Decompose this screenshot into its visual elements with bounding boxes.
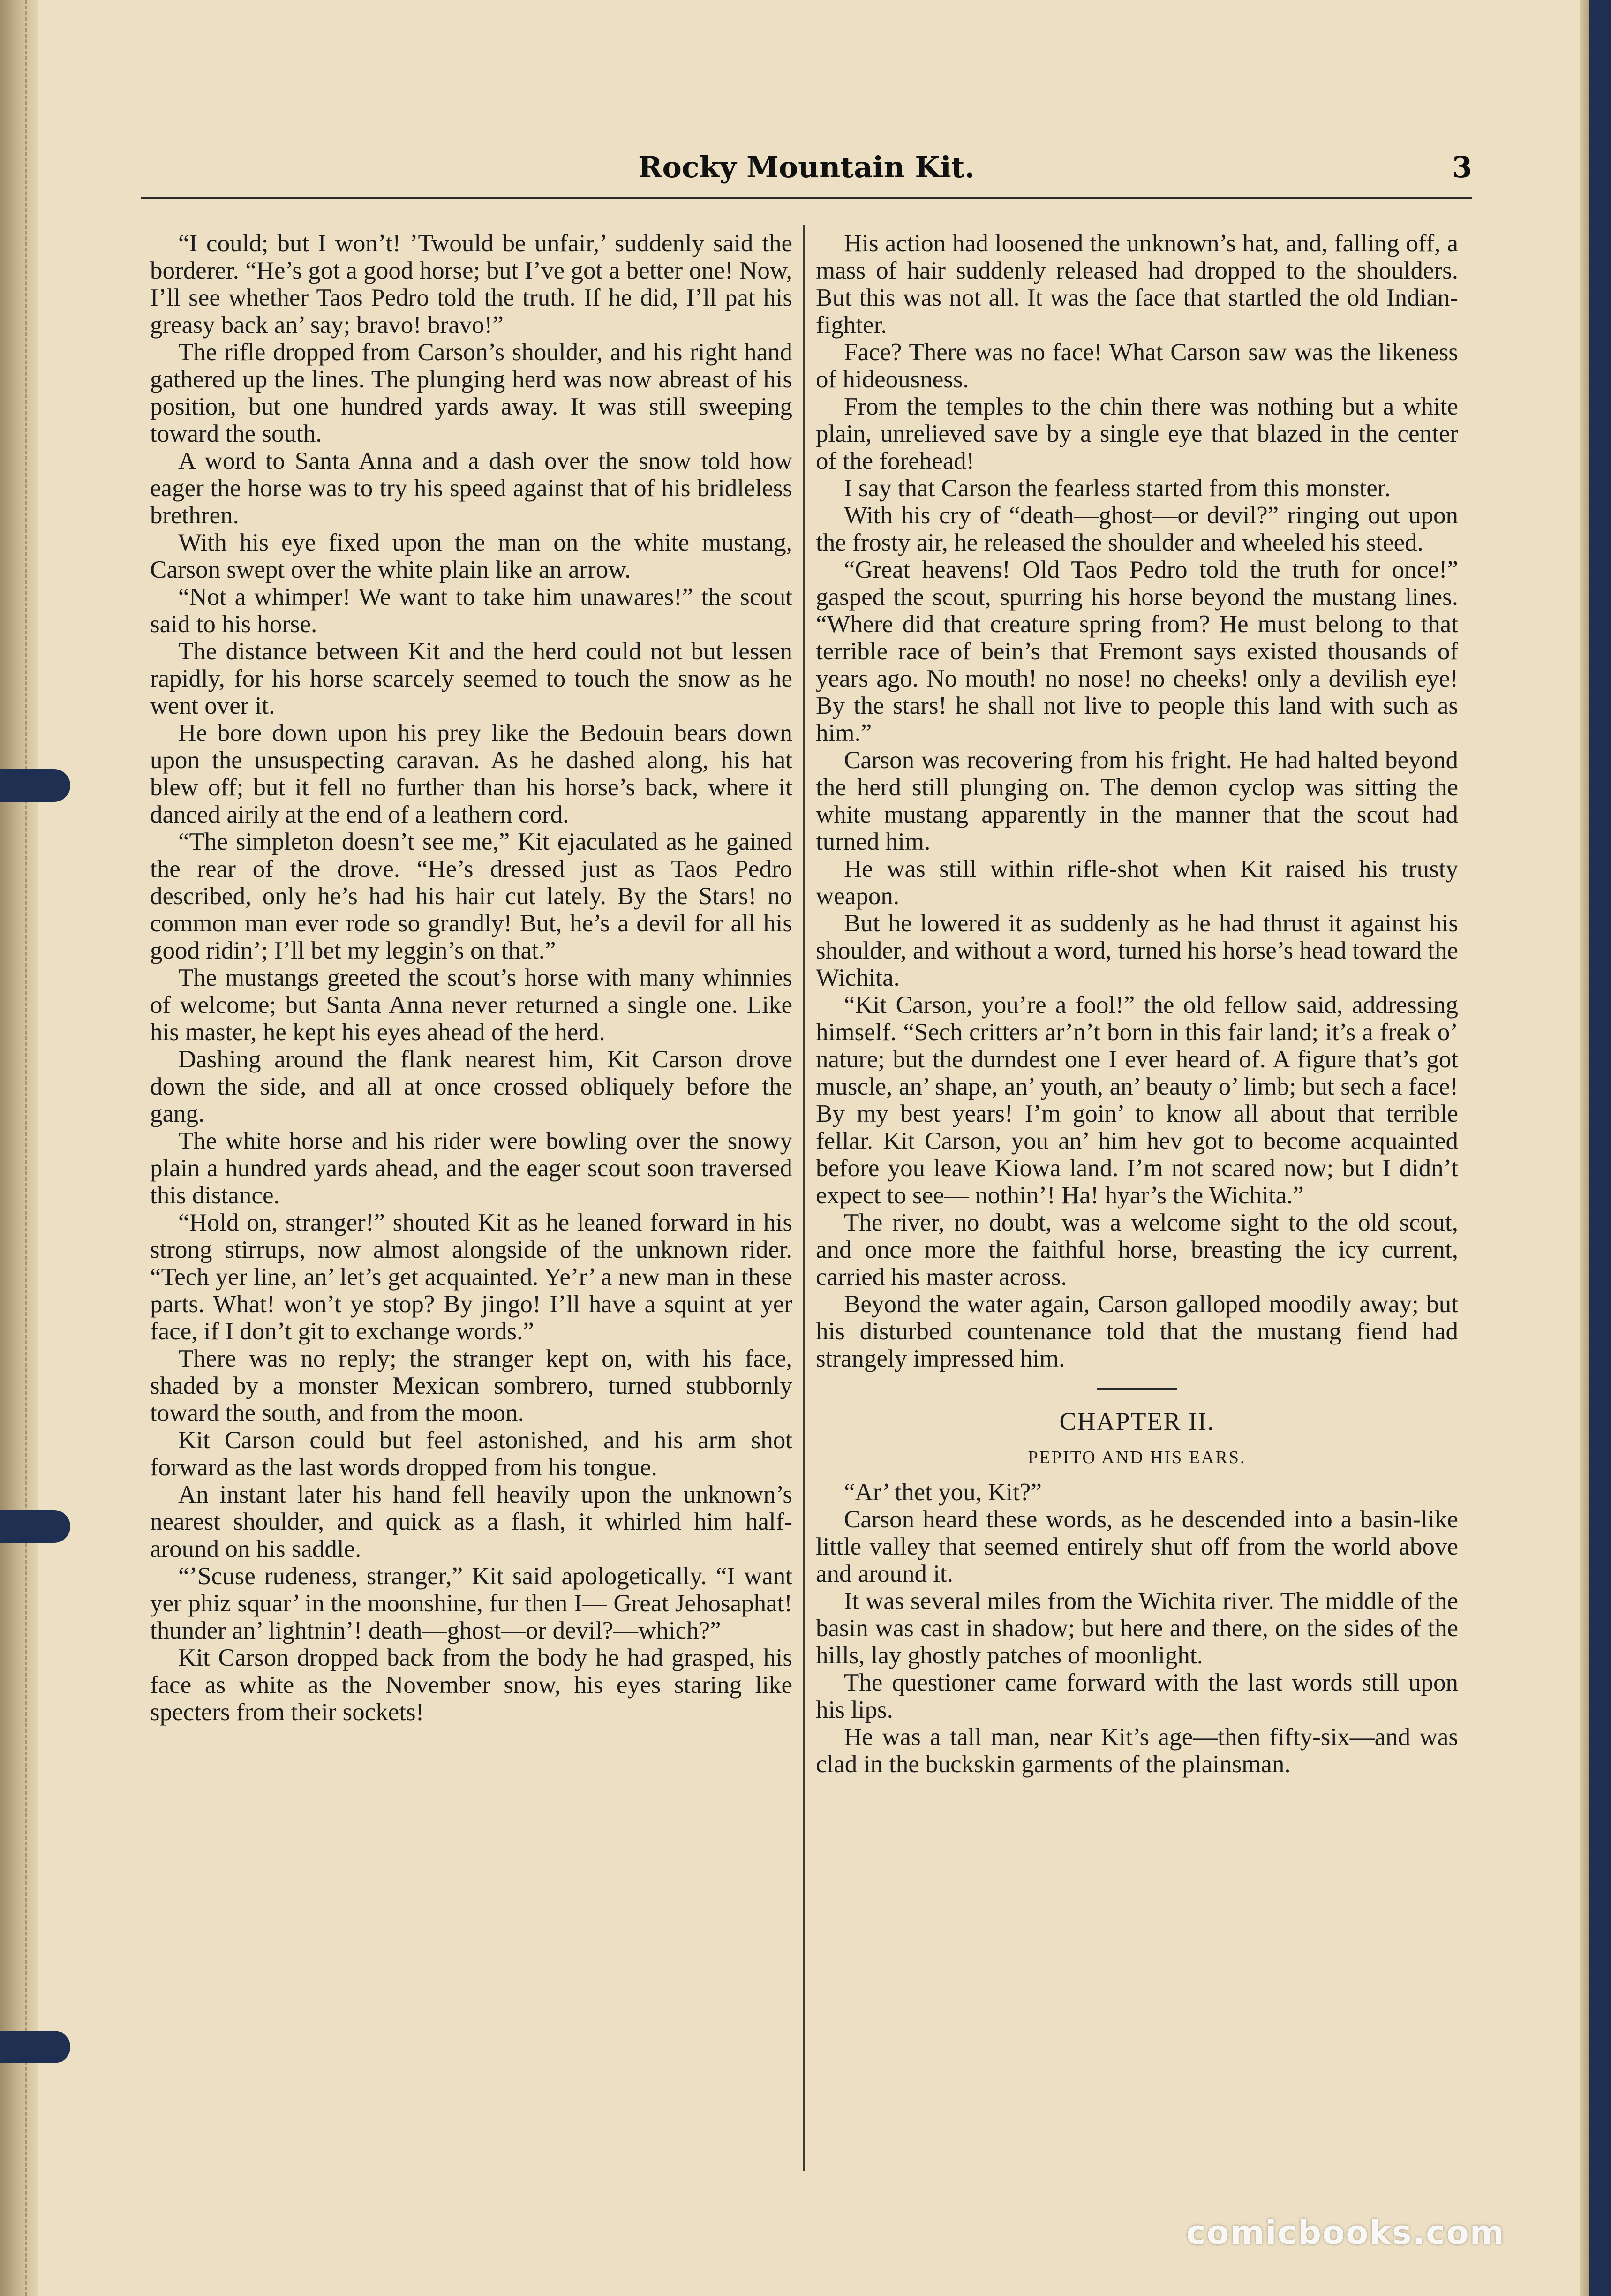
paragraph: It was several miles from the Wichita river. The middle of the basin was cast in shadow; but here and there, on the sides of the hills, lay ghostly patches of moonlight.: [816, 1587, 1458, 1669]
running-title: Rocky Mountain Kit.: [638, 150, 975, 184]
paragraph: The white horse and his rider were bowling over the snowy plain a hundred yards ahead, and the eager scout soon traversed this distance.: [150, 1127, 792, 1209]
paragraph: “Great heavens! Old Taos Pedro told the truth for once!” gasped the scout, spurring his horse beyond the mustang lines. “Where did that creature spring from? He must belong to that terrible race of bein’s that Fremont says existed thousands of years ago. No mouth! no nose! no cheeks! only a devilish eye! By the stars! he shall not live to people this land with such as him.”: [816, 556, 1458, 747]
chapter-heading: CHAPTER II.: [1059, 1407, 1215, 1435]
paragraph: But he lowered it as suddenly as he had thrust it against his shoulder, and without a word, turned his horse’s head toward the Wichita.: [816, 910, 1458, 991]
paragraph: “The simpleton doesn’t see me,” Kit ejaculated as he gained the rear of the drove. “He’s dressed just as Taos Pedro described, only he’s had his hair cut lately. By the Stars! no common man ever rode so grandly! But, he’s a devil for all his good ridin’; I’ll bet my leggin’s on that.”: [150, 828, 792, 964]
paragraph: Carson was recovering from his fright. He had halted beyond the herd still plunging on. The demon cyclop was sitting the white mustang apparently in the manner that the scout had turned him.: [816, 747, 1458, 855]
paragraph: His action had loosened the unknown’s hat, and, falling off, a mass of hair suddenly released had dropped to the shoulders. But this was not all. It was the face that startled the old Indian-fighter.: [816, 230, 1458, 339]
chapter-subtitle: PEPITO AND HIS EARS.: [1028, 1448, 1246, 1467]
paragraph: He was a tall man, near Kit’s age—then fifty-six—and was clad in the buckskin garments of the plainsman.: [816, 1723, 1458, 1778]
page-number: 3: [1452, 150, 1472, 184]
book-spine: [0, 0, 38, 2296]
paragraph: “Hold on, stranger!” shouted Kit as he leaned forward in his strong stirrups, now almost alongside of the unknown rider. “Tech yer line, an’ let’s get acquainted. Ye’r’ a new man in these parts. What! won’t ye stop? By jingo! I’ll have a squint at yer face, if I don’t git to exchange words.”: [150, 1209, 792, 1345]
paragraph: “Ar’ thet you, Kit?”: [844, 1479, 1042, 1506]
chapter-divider-rule: [1097, 1388, 1177, 1390]
binding-hole: [0, 1510, 70, 1543]
paragraph: There was no reply; the stranger kept on, with his face, shaded by a monster Mexican sombrero, turned stubbornly toward the south, and from the moon.: [150, 1345, 792, 1427]
paragraph: He was still within rifle-shot when Kit raised his trusty weapon.: [816, 855, 1458, 910]
paragraph: Carson heard these words, as he descended into a basin-like little valley that seemed entirely shut off from the world above and around it.: [816, 1506, 1458, 1587]
paragraph: “Not a whimper! We want to take him unawares!” the scout said to his horse.: [150, 583, 792, 638]
binding-hole: [0, 769, 70, 802]
paragraph: From the temples to the chin there was nothing but a white plain, unrelieved save by a single eye that blazed in the center of the forehead!: [816, 393, 1458, 475]
right-text-column: [816, 230, 1458, 2181]
page-edge: [1580, 0, 1589, 2296]
site-watermark: comicbooks.com: [1186, 2213, 1505, 2252]
paragraph: The rifle dropped from Carson’s shoulder, and his right hand gathered up the lines. The plunging herd was now abreast of his position, but one hundred yards away. It was still sweeping toward the south.: [150, 339, 792, 447]
paragraph: With his cry of “death—ghost—or devil?” ringing out upon the frosty air, he released the shoulder and wheeled his steed.: [816, 502, 1458, 556]
paragraph: Kit Carson dropped back from the body he had grasped, his face as white as the November snow, his eyes staring like specters from their sockets!: [150, 1644, 792, 1726]
paragraph: Kit Carson could but feel astonished, and his arm shot forward as the last words dropped from his tongue.: [150, 1427, 792, 1481]
left-text-column: [150, 230, 792, 2181]
paragraph: The river, no doubt, was a welcome sight to the old scout, and once more the faithful horse, breasting the icy current, carried his master across.: [816, 1209, 1458, 1291]
paragraph: Beyond the water again, Carson galloped moodily away; but his disturbed countenance told that the mustang fiend had strangely impressed him.: [816, 1291, 1458, 1372]
paragraph: The mustangs greeted the scout’s horse with many whinnies of welcome; but Santa Anna never returned a single one. Like his master, he kept his eyes ahead of the herd.: [150, 964, 792, 1046]
paragraph: Face? There was no face! What Carson saw was the likeness of hideousness.: [816, 339, 1458, 393]
spine-stitching: [25, 0, 27, 2296]
paragraph: A word to Santa Anna and a dash over the snow told how eager the horse was to try his speed against that of his bridleless brethren.: [150, 447, 792, 529]
running-header: [141, 150, 1472, 199]
paragraph: “’Scuse rudeness, stranger,” Kit said apologetically. “I want yer phiz squar’ in the moonshine, fur then I— Great Jehosaphat! thunder an’ lightnin’! death—ghost—or devil?—which?”: [150, 1563, 792, 1644]
column-divider: [803, 225, 805, 2171]
paragraph: An instant later his hand fell heavily upon the unknown’s nearest shoulder, and quick as a flash, it whirled him half-around on his saddle.: [150, 1481, 792, 1563]
paragraph: With his eye fixed upon the man on the white mustang, Carson swept over the white plain like an arrow.: [150, 529, 792, 583]
paragraph: “Kit Carson, you’re a fool!” the old fellow said, addressing himself. “Sech critters ar’n’t born in this fair land; it’s a freak o’ nature; but the durndest one I ever heard of. A figure that’s got muscle, an’ shape, an’ youth, an’ beauty o’ limb; but sech a face! By my best years! I’m goin’ to know all about that terrible fellar. Kit Carson, you an’ him hev got to become acquainted before you leave Kiowa land. I’m not scared now; but I didn’t expect to see— nothin’! Ha! hyar’s the Wichita.”: [816, 991, 1458, 1209]
paragraph: “I could; but I won’t! ’Twould be unfair,’ suddenly said the borderer. “He’s got a good horse; but I’ve got a better one! Now, I’ll see whether Taos Pedro told the truth. If he did, I’ll pat his greasy back an’ say; bravo! bravo!”: [150, 230, 792, 339]
binding-hole: [0, 2031, 70, 2063]
paragraph: The questioner came forward with the last words still upon his lips.: [816, 1669, 1458, 1723]
paragraph: The distance between Kit and the herd could not but lessen rapidly, for his horse scarcely seemed to touch the snow as he went over it.: [150, 638, 792, 719]
paragraph: He bore down upon his prey like the Bedouin bears down upon the unsuspecting caravan. As he dashed along, his hat blew off; but it fell no further than his horse’s back, where it danced airily at the end of a leathern cord.: [150, 719, 792, 828]
paragraph: Dashing around the flank nearest him, Kit Carson drove down the side, and all at once crossed obliquely before the gang.: [150, 1046, 792, 1127]
paragraph: I say that Carson the fearless started from this monster.: [844, 475, 1391, 502]
